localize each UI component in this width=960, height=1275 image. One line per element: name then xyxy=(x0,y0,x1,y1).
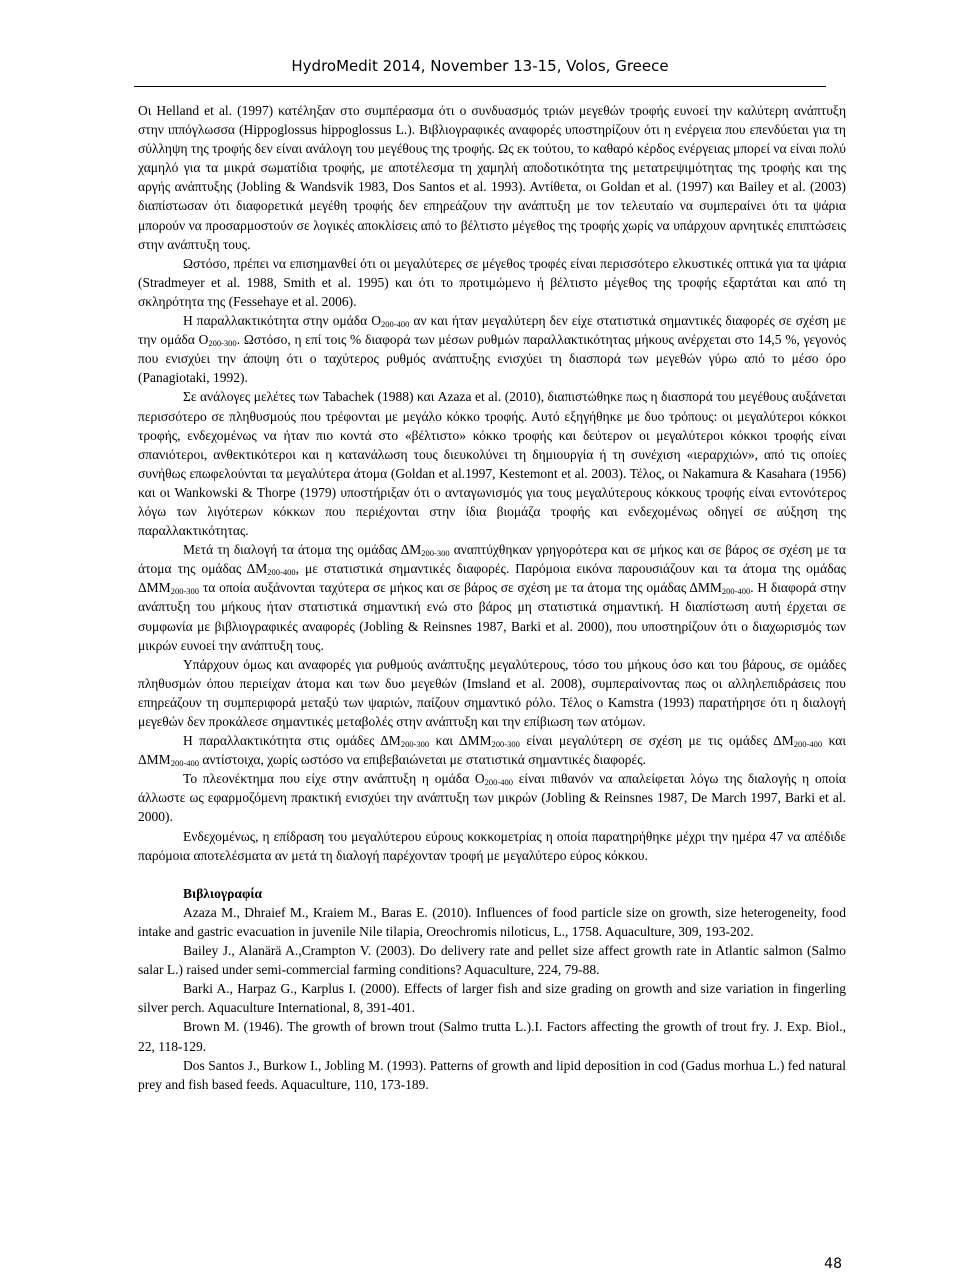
text-run: , με στατιστικά σημαντικές διαφορές. Παρόμοια εικόνα παρουσιάζουν και τα άτομα της ομάδας ΔΜΜ xyxy=(138,561,846,596)
text-run: Το πλεονέκτημα που είχε στην ανάπτυξη η ομάδα Ο xyxy=(183,771,485,787)
paragraph-variability xyxy=(138,311,846,387)
text-run: είναι πιθανόν να απαλείφεται λόγω της διαλογής η οποία άλλωστε ως εφαρμοζόμενη πρακτική ενισχύει την ανάπτυξη των μικρών (Jobling & Reinsnes 1987, De March 1997, Barki et al. 2000). xyxy=(138,771,846,825)
text-run: Μετά τη διαλογή τα άτομα της ομάδας ΔΜ xyxy=(183,542,422,558)
paragraph-helland: Οι Helland et al. (1997) κατέληξαν στο συμπέρασμα ότι ο συνδυασμός τριών μεγεθών τροφής ευνοεί την καλύτερη ανάπτυξη στην ιππόγλωσσα (Hippoglossus hippoglossus L.). Βιβλιογραφικές αναφορές υποστηρίζουν ότι η ενέργεια που επενδύεται για τη σύλληψη της τροφής δεν είναι ανάλογη του μεγέθους της τροφής. Ως εκ τούτου, το καθαρό κέρδος ενέργειας μπορεί να είναι πολύ χαμηλό για τα μικρά σωματίδια τροφής, με αποτέλεσμα τη χαμηλή αποδοτικότητα της μετατρεψιμότητας της τροφής και της αργής ανάπτυξης (Jobling & Wandsvik 1983, Dos Santos et al. 1993). Αντίθετα, οι Goldan et al. (1997) και Bailey et al. (2003) διαπίστωσαν ότι διαφορετικά μεγέθη τροφής δεν επηρεάζουν την ανάπτυξη με τον τελευταίο να συμπεραίνει ότι τα ψάρια μπορούν να προσαρμοστούν σε λογικές αποκλίσεις από το βέλτιστο μέγεθος της τροφής χωρίς να υπάρχουν αρνητικές επιπτώσεις στην ανάπτυξη τους. xyxy=(138,103,846,252)
text-run: και ΔΜΜ xyxy=(429,733,492,749)
subscript: 200-300 xyxy=(491,739,520,750)
page-number: 48 xyxy=(824,1256,842,1272)
references-heading: Βιβλιογραφία xyxy=(183,885,263,901)
subscript: 200-300 xyxy=(208,338,237,349)
subscript: 200-300 xyxy=(421,548,450,559)
subscript: 200-400 xyxy=(380,319,410,330)
paragraph-visual-attraction: Ωστόσο, πρέπει να επισημανθεί ότι οι μεγαλύτερες σε μέγεθος τροφές είναι περισσότερο ελκυστικές οπτικά για τα ψάρια (Stradmeyer et al. 1988, Smith et al. 1995) και ότι το προτιμώμενο ή βέλτιστο μέγεθος της τροφής εξαρτάται και από τη σκληρότητα της (Fessehaye et al. 2006). xyxy=(138,255,846,309)
reference-item: Azaza M., Dhraief M., Kraiem M., Baras E. (2010). Influences of food particle size on growth, size heterogeneity, food intake and gastric evacuation in juvenile Nile tilapia, Oreochromis niloticus, L., 1758. Aquaculture, 309, 193-202. xyxy=(138,904,846,939)
text-run: Η παραλλακτικότητα στις ομάδες ΔΜ xyxy=(183,733,401,749)
subscript: 200-400 xyxy=(721,586,751,597)
text-run: . Ωστόσο, η επί τοις % διαφορά των μέσων ρυθμών παραλλακτικότητας μήκους ανέρχεται στο 14,5 %, γεγονός που ενισχύει την άποψη ότι ο ταχύτερος ρυθμός ανάπτυξης ενισχύει τη διασπορά των μεγεθών γύρω από το μέσο όρο (Panagiotaki, 1992). xyxy=(138,332,846,386)
reference-item: Barki A., Harpaz G., Karplus I. (2000). Effects of larger fish and size grading on growth and size variation in fingerling silver perch. Aquaculture International, 8, 391-401. xyxy=(138,981,846,1016)
subscript: 200-400 xyxy=(484,777,514,788)
header-rule xyxy=(134,86,826,87)
subscript: 200-400 xyxy=(170,758,200,769)
reference-item: Bailey J., Alanärä A.,Crampton V. (2003). Do delivery rate and pellet size affect growth rate in Atlantic salmon (Salmo salar L.) raised under semi-commercial farming conditions? Aquaculture, 224, 79-88. xyxy=(138,943,846,978)
subscript: 200-300 xyxy=(170,586,200,597)
text-run: αντίστοιχα, χωρίς ωστόσο να επιβεβαιώνεται με στατιστικά σημαντικές διαφορές. xyxy=(199,752,646,768)
text-run: αν και ήταν μεγαλύτερη δεν είχε στατιστικά σημαντικές διαφορές σε σχέση με την ομάδα Ο xyxy=(138,313,846,348)
running-header: HydroMedit 2014, November 13-15, Volos, Greece xyxy=(291,57,669,75)
text-run: αναπτύχθηκαν γρηγορότερα και σε μήκος και σε βάρος σε σχέση με τα άτομα της ομάδας ΔΜ xyxy=(138,542,846,577)
text-run: Η παραλλακτικότητα στην ομάδα Ο xyxy=(183,313,381,329)
paragraph-group-variability xyxy=(138,731,846,769)
paragraph-dispersion: Σε ανάλογες μελέτες των Tabachek (1988) και Azaza et al. (2010), διαπιστώθηκε πως η διασπορά του μεγέθους αυξάνεται περισσότερο σε πληθυσμούς που τρέφονται με μεγάλο κόκκο τροφής. Αυτό εξηγήθηκε με δυο τρόπους: οι μεγαλύτεροι κόκκοι τροφής, ενδεχομένως να ήταν πιο κοντά στο «βέλτιστο» κόκκο τροφής και δεύτερον οι μεγαλύτεροι κόκκοι τροφής είναι σπανιότεροι, ανθεκτικότεροι και η κατανάλωση τους διευκολύνει τη δημιουργία ή τη συνέχιση «ιεραρχιών», από τις οποίες συνήθως επωφελούνται τα μεγαλύτερα άτομα (Goldan et al.1997, Kestemont et al. 2003). Τέλος, οι Nakamura & Kasahara (1956) και οι Wankowski & Thorpe (1979) υποστήριξαν ότι ο ανταγωνισμός για τους μεγαλύτερους κόκκους τροφής είναι εντονότερος λόγω των λιγότερων κόκκων που περιέχονται στην ίδια βιομάζα τροφής και ενδεχομένως οδηγεί σε αύξηση της παραλλακτικότητας. xyxy=(138,389,846,539)
text-run: είναι μεγαλύτερη σε σχέση με τις ομάδες ΔΜ xyxy=(519,733,794,749)
subscript: 200-300 xyxy=(400,739,430,750)
article-body xyxy=(138,101,846,1094)
subscript: 200-400 xyxy=(793,739,823,750)
paragraph-sorting xyxy=(138,540,846,655)
paragraph-conclusion: Ενδεχομένως, η επίδραση του μεγαλύτερου εύρους κοκκομετρίας η οποία παρατηρήθηκε μέχρι την ημέρα 47 να απέδιδε παρόμοια αποτελέσματα αν μετά τη διαλογή παρέχονταν τροφή με μεγαλύτερο εύρος κόκκου. xyxy=(138,828,846,863)
reference-item: Dos Santos J., Burkow I., Jobling M. (1993). Patterns of growth and lipid deposition in cod (Gadus morhua L.) fed natural prey and fish based feeds. Aquaculture, 110, 173-189. xyxy=(138,1057,846,1092)
text-run: και ΔΜΜ xyxy=(138,733,847,768)
text-run: τα οποία αυξάνονται ταχύτερα σε μήκος και σε βάρος σε σχέση με τα άτομα της ομάδας ΔΜΜ xyxy=(199,580,722,596)
reference-item: Brown M. (1946). The growth of brown trout (Salmo trutta L.).I. Factors affecting the growth of trout fry. J. Exp. Biol., 22, 118-129. xyxy=(138,1019,846,1054)
subscript: 200-400 xyxy=(267,567,296,578)
paragraph-advantage xyxy=(138,769,846,826)
text-run: . Η διαφορά στην ανάπτυξη του μήκους ήταν στατιστικά σημαντική ενώ στο βάρος μη στατιστικά σημαντική. Η διαπίστωση αυτή έρχεται σε συμφωνία με βιβλιογραφικές αναφορές (Jobling & Reinsnes 1987, Barki et al. 2000), που υποστηρίζουν ότι ο διαχωρισμός των μικρών ευνοεί την ανάπτυξη τους. xyxy=(138,580,846,653)
paragraph-mixed-sizes: Υπάρχουν όμως και αναφορές για ρυθμούς ανάπτυξης μεγαλύτερους, τόσο του μήκους όσο και του βάρους, σε ομάδες πληθυσμών όπου περιείχαν άτομα και των δυο μεγεθών (Imsland et al. 2008), συμπεραίνοντας πως οι αλληλεπιδράσεις που επηρεάζουν τη συμπεριφορά μεταξύ των ψαριών, παίζουν σημαντικό ρόλο. Τέλος ο Kamstra (1993) παρατήρησε ότι η διαλογή μεγεθών δεν προκάλεσε σημαντικές μεταβολές στην ανάπτυξη και την επίβιωση των ατόμων. xyxy=(138,656,846,729)
